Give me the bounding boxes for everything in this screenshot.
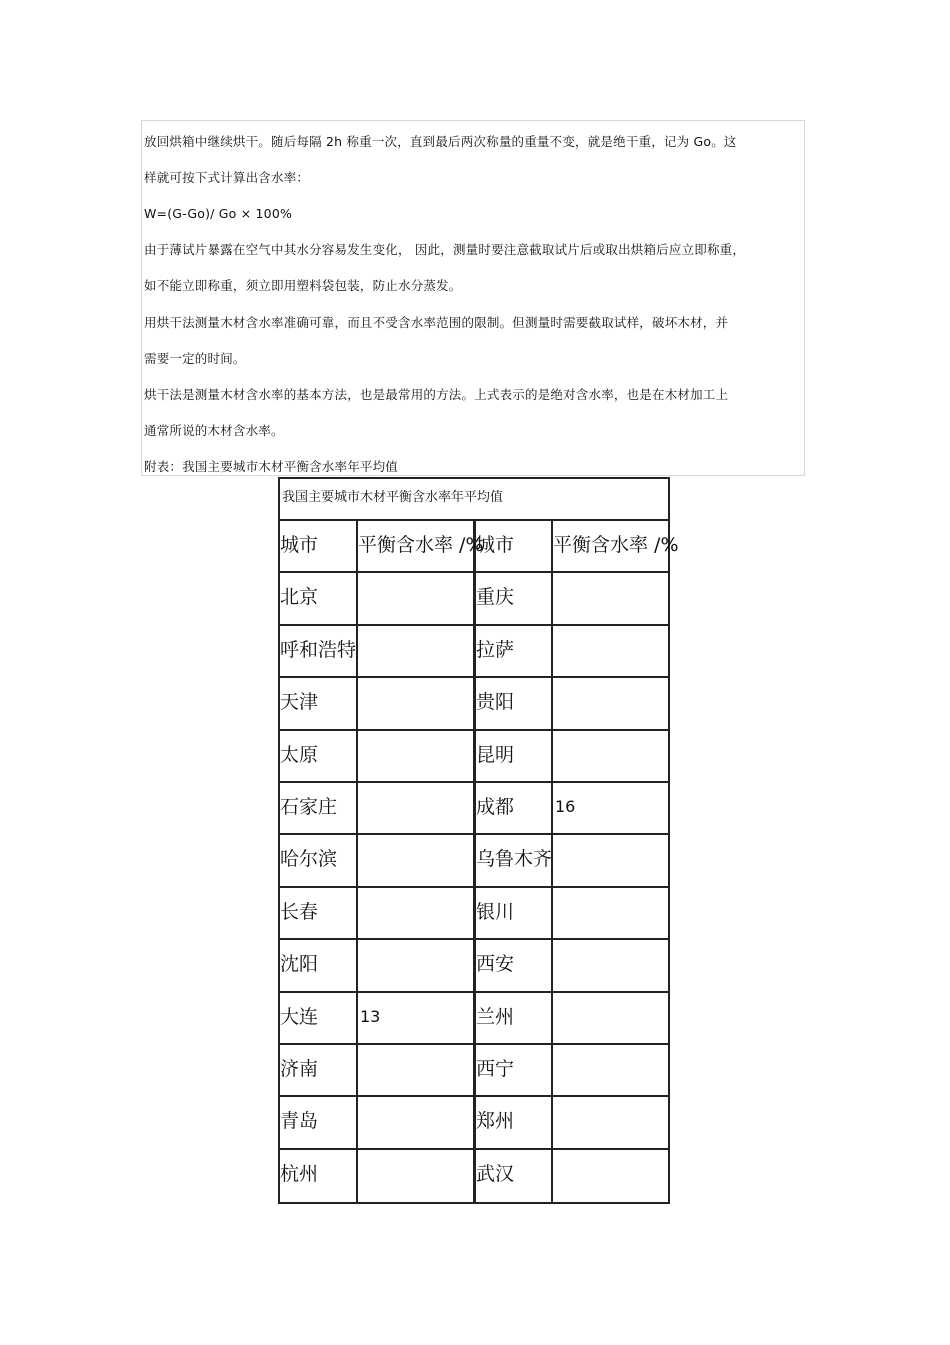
moisture-content-table (278, 477, 679, 1204)
header-city: 城市 (475, 521, 553, 571)
city-cell: 乌鲁木齐 (475, 835, 553, 885)
table-row (280, 731, 668, 783)
table-row (280, 1045, 668, 1097)
paragraph-line: 用烘干法测量木材含水率准确可靠，而且不受含水率范围的限制。但测量时需要截取试样，破坏木材，并 (144, 315, 729, 330)
table-caption: 我国主要城市木材平衡含水率年平均值 (280, 479, 668, 521)
paragraph-line: 通常所说的木材含水率。 (144, 423, 284, 438)
moisture-cell (358, 678, 475, 728)
city-cell: 拉萨 (475, 626, 553, 676)
moisture-cell (553, 1097, 668, 1147)
moisture-cell (553, 940, 668, 990)
paragraph-line: 放回烘箱中继续烘干。随后每隔 2h 称重一次，直到最后两次称量的重量不变，就是绝干重，记为 Go。这 (144, 134, 737, 149)
city-cell: 杭州 (280, 1150, 358, 1202)
moisture-cell (553, 731, 668, 781)
paragraph-line: 需要一定的时间。 (144, 351, 246, 366)
header-moisture: 平衡含水率 /% (553, 534, 679, 556)
table-row (280, 783, 668, 835)
paragraph-line: 烘干法是测量木材含水率的基本方法，也是最常用的方法。上式表示的是绝对含水率，也是在木材加工上 (144, 387, 729, 402)
formula-line: W=(G-Go)/ Go × 100% (144, 206, 293, 221)
header-city: 城市 (280, 521, 358, 571)
table-row (280, 888, 668, 940)
table-row (280, 940, 668, 992)
city-cell: 石家庄 (280, 783, 358, 833)
table-row (280, 678, 668, 730)
moisture-cell (358, 1045, 475, 1095)
city-cell: 大连 (280, 993, 358, 1043)
moisture-cell (358, 1097, 475, 1147)
city-cell: 长春 (280, 888, 358, 938)
moisture-cell (553, 626, 668, 676)
moisture-cell (358, 731, 475, 781)
city-cell: 西安 (475, 940, 553, 990)
table-row (280, 993, 668, 1045)
city-cell: 昆明 (475, 731, 553, 781)
city-cell: 贵阳 (475, 678, 553, 728)
city-cell: 太原 (280, 731, 358, 781)
table-row (280, 835, 668, 887)
moisture-cell (553, 678, 668, 728)
table-body (280, 521, 679, 1202)
table-row (280, 1150, 668, 1202)
paragraph-line: 由于薄试片暴露在空气中其水分容易发生变化， 因此，测量时要注意截取试片后或取出烘箱后应立即称重， (144, 242, 746, 257)
table-row (280, 573, 668, 625)
moisture-cell (358, 835, 475, 885)
city-cell: 济南 (280, 1045, 358, 1095)
city-cell: 沈阳 (280, 940, 358, 990)
moisture-cell (358, 888, 475, 938)
paragraph-line: 样就可按下式计算出含水率： (144, 170, 310, 185)
appendix-title: 附表：我国主要城市木材平衡含水率年平均值 (144, 459, 399, 474)
moisture-cell: 16 (555, 796, 576, 816)
city-cell: 呼和浩特 (280, 626, 358, 676)
document-text-block (141, 120, 805, 476)
table-row (280, 1097, 668, 1149)
moisture-cell (553, 993, 668, 1043)
moisture-cell (553, 888, 668, 938)
city-cell: 天津 (280, 678, 358, 728)
city-cell: 重庆 (475, 573, 553, 623)
moisture-cell (358, 1150, 475, 1202)
moisture-cell (553, 1150, 668, 1202)
moisture-cell (553, 835, 668, 885)
paragraph-line: 如不能立即称重，须立即用塑料袋包装，防止水分蒸发。 (144, 278, 462, 293)
moisture-cell (358, 626, 475, 676)
city-cell: 北京 (280, 573, 358, 623)
city-cell: 成都 (475, 783, 553, 833)
table-row (280, 626, 668, 678)
city-cell: 哈尔滨 (280, 835, 358, 885)
moisture-cell: 13 (358, 993, 475, 1043)
header-moisture: 平衡含水率 /% (358, 521, 475, 571)
city-cell: 青岛 (280, 1097, 358, 1147)
moisture-cell (553, 1045, 668, 1095)
moisture-cell (358, 573, 475, 623)
city-cell: 西宁 (475, 1045, 553, 1095)
city-cell: 武汉 (475, 1150, 553, 1202)
moisture-cell (358, 783, 475, 833)
city-cell: 银川 (475, 888, 553, 938)
city-cell: 兰州 (475, 993, 553, 1043)
table-header-row (280, 521, 679, 573)
city-cell: 郑州 (475, 1097, 553, 1147)
moisture-cell (553, 573, 668, 623)
moisture-cell (358, 940, 475, 990)
